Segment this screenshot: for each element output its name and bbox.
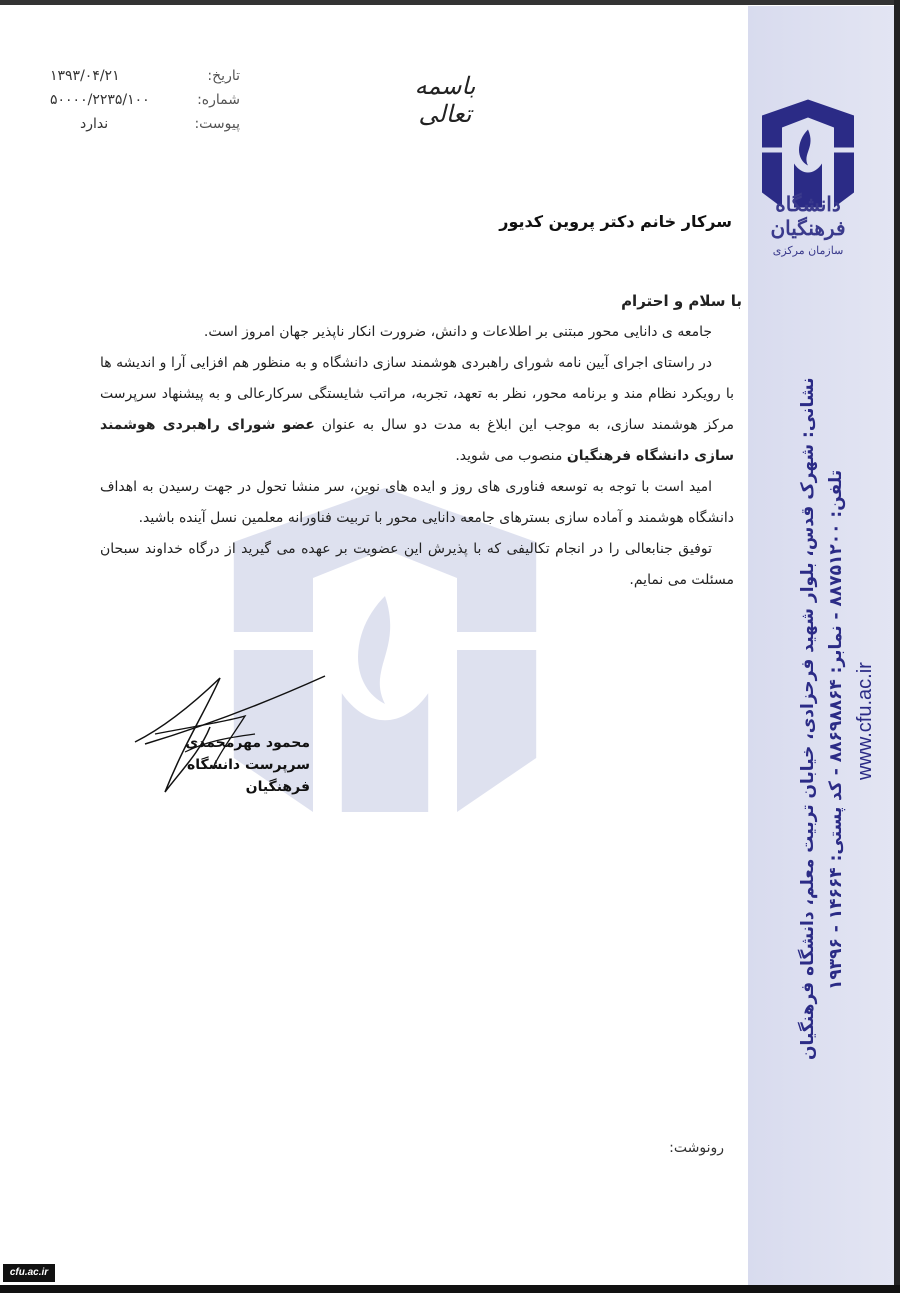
- paragraph-2-text-b: منصوب می شوید.: [455, 448, 567, 464]
- letter-body: [100, 286, 742, 596]
- letter-meta: [50, 64, 240, 136]
- org-name: دانشگاه فرهنگیان: [770, 192, 846, 240]
- date-value: ۱۳۹۳/۰۴/۲۱: [50, 68, 120, 84]
- attachment-label: پیوست:: [194, 116, 240, 132]
- paragraph-2-text-a: در راستای اجرای آیین نامه شورای راهبردی هوشمند سازی دانشگاه و به منظور هم افزایی آرا و اندیشه ها با رویکرد نظام مند و برنامه محور، نظر به تعهد، تجربه، مراتب شایستگی سرکارعالی و به پیشنهاد سرپرست مرکز هوشمند سازی، به موجب این ابلاغ به مدت دو سال به عنوان: [100, 355, 734, 433]
- letterhead-org: [762, 192, 854, 257]
- paragraph-1: جامعه ی دانایی محور مبتنی بر اطلاعات و دانش، ضرورت انکار ناپذیر جهان امروز است.: [203, 324, 712, 340]
- site-watermark: cfu.ac.ir: [3, 1264, 55, 1282]
- number-value: ۵۰۰۰۰/۲۲۳۵/۱۰۰: [50, 92, 150, 108]
- paragraph-2-bold: عضو شورای راهبردی هوشمند سازی دانشگاه فرهنگیان: [100, 417, 734, 464]
- scan-border-top: [0, 0, 900, 5]
- signatory-name: محمود مهرمحمدی: [185, 735, 310, 751]
- signatory-block: [150, 732, 310, 798]
- meta-attachment-row: [50, 112, 240, 136]
- scan-border-bottom: [0, 1285, 900, 1293]
- number-label: شماره:: [197, 92, 240, 108]
- paragraph-2: [100, 348, 734, 472]
- meta-number-row: [50, 88, 240, 112]
- letterhead-phone-line: تلفن: ۸۸۷۵۱۲۰۰ - نمابر: ۸۸۶۹۸۸۶۴ - کد پستی: ۱۴۶۶۴ - ۱۹۳۹۶: [826, 469, 846, 990]
- paragraph-4: توفیق جنابعالی را در انجام تکالیفی که با پذیرش این عضویت بر عهده می گیرید از درگاه خداوند سبحان مسئلت می نمایم.: [100, 541, 734, 588]
- recipient: سرکار خانم دکتر پروین کدیور: [499, 212, 732, 231]
- attachment-value: ندارد: [80, 116, 109, 132]
- letterhead-address: نشانی: شهرک قدس، بلوار شهید فرحزادی، خیابان تربیت معلم، دانشگاه فرهنگیان: [798, 377, 818, 1060]
- signatory-title: سرپرست دانشگاه فرهنگیان: [186, 757, 310, 795]
- paragraph-3: امید است با توجه به توسعه فناوری های روز و ایده های نوین، سر منشا تحول در جهت رسیدن به اهداف دانشگاه هوشمند و آماده سازی بسترهای جامعه دانایی محور با تربیت فناورانه معلمین نسل آینده باشید.: [100, 479, 734, 526]
- letterhead-website: www.cfu.ac.ir: [854, 662, 876, 780]
- date-label: تاریخ:: [207, 68, 240, 84]
- cc-label: رونوشت:: [669, 1140, 724, 1156]
- scan-border-right: [894, 0, 900, 1293]
- org-subtitle: سازمان مرکزی: [772, 244, 844, 257]
- basmala: باسمه تعالی: [414, 72, 476, 128]
- greeting: با سلام و احترام: [621, 292, 742, 310]
- meta-date-row: [50, 64, 240, 88]
